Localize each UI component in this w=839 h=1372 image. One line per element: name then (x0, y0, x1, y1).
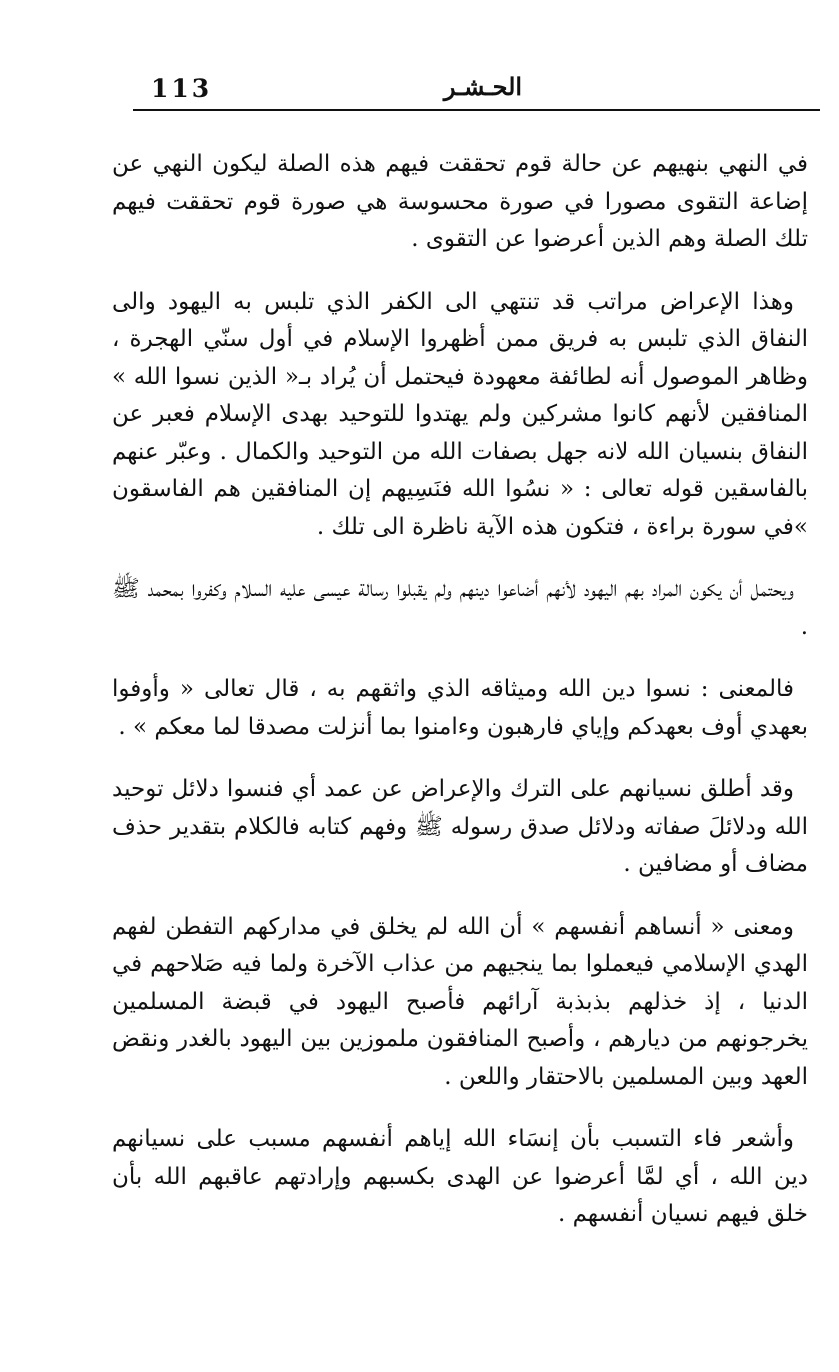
paragraph-7: وأشعر فاء التسبب بأن إنسَاء الله إياهم أنفسهم مسبب على نسيانهم دين الله ، أي لمَّا أعرضوا عن الهدى بكسبهم وإرادتهم عاقبهم الله بأن خلق فيهم نسيان أنفسهم . (112, 1126, 808, 1227)
paragraph-2: وهذا الإعراض مراتب قد تنتهي الى الكفر الذي تلبس به اليهود والى النفاق الذي تلبس به فريق ممن أظهروا الإسلام في أول سنّي الهجرة ، وظاهر الموصول أنه لطائفة معهودة فيحتمل أن يُراد بـ« الذين نسوا الله » المنافقين لأنهم كانوا مشركين ولم يهتدوا للتوحيد بهدى الإسلام فعبر عن النفاق بنسيان الله لانه جهل بصفات الله من التوحيد والكمال . وعبّر عنهم بالفاسقين قوله تعالى : « نسُوا الله فنَسِيهم إن المنافقين هم الفاسقون »في سورة براءة ، فتكون هذه الآية ناظرة الى تلك . (112, 288, 808, 540)
paragraph-1: في النهي بنهيهم عن حالة قوم تحققت فيهم هذه الصلة ليكون النهي عن إضاعة التقوى مصورا في صورة محسوسة هي صورة قوم تحققت فيهم تلك الصلة وهم الذين أعرضوا عن التقوى . (112, 151, 808, 252)
page-header (133, 68, 820, 108)
paragraph-6: ومعنى « أنساهم أنفسهم » أن الله لم يخلق في مداركهم التفطن لفهم الهدي الإسلامي فيعملوا بما ينجيهم من عذاب الآخرة ولما فيه صَلاحهم في الدنيا ، إذ خذلهم بذبذبة آرائهم فأصبح اليهود في قبضة المسلمين يخرجونهم من ديارهم ، وأصبح المنافقون ملموزين بين اليهود بالغدر ونقض العهد وبين المسلمين بالاحتقار واللعن . (112, 913, 808, 1090)
paragraph-4: فالمعنى : نسوا دين الله وميثاقه الذي واثقهم به ، قال تعالى « وأوفوا بعهدي أوف بعهدكم وإياي فارهبون وءامنوا بما أنزلت مصدقا لما معكم » . (112, 676, 808, 740)
paragraph-5: وقد أطلق نسيانهم على الترك والإعراض عن عمد أي فنسوا دلائل توحيد الله ودلائلَ صفاته ودلائل صدق رسوله ﷺ وفهم كتابه فالكلام بتقدير حذف مضاف أو مضافين . (112, 776, 808, 877)
header-rule (133, 109, 820, 111)
body-text (112, 146, 808, 1259)
page-number: 113 (151, 74, 213, 103)
paragraph-3: ويحتمل أن يكون المراد بهم اليهود لأنهم أضاعوا دينهم ولم يقبلوا رسالة عيسى عليه السلام وكفروا بمحمد ﷺ . (112, 576, 808, 640)
running-title: الحـشـر (443, 72, 523, 101)
